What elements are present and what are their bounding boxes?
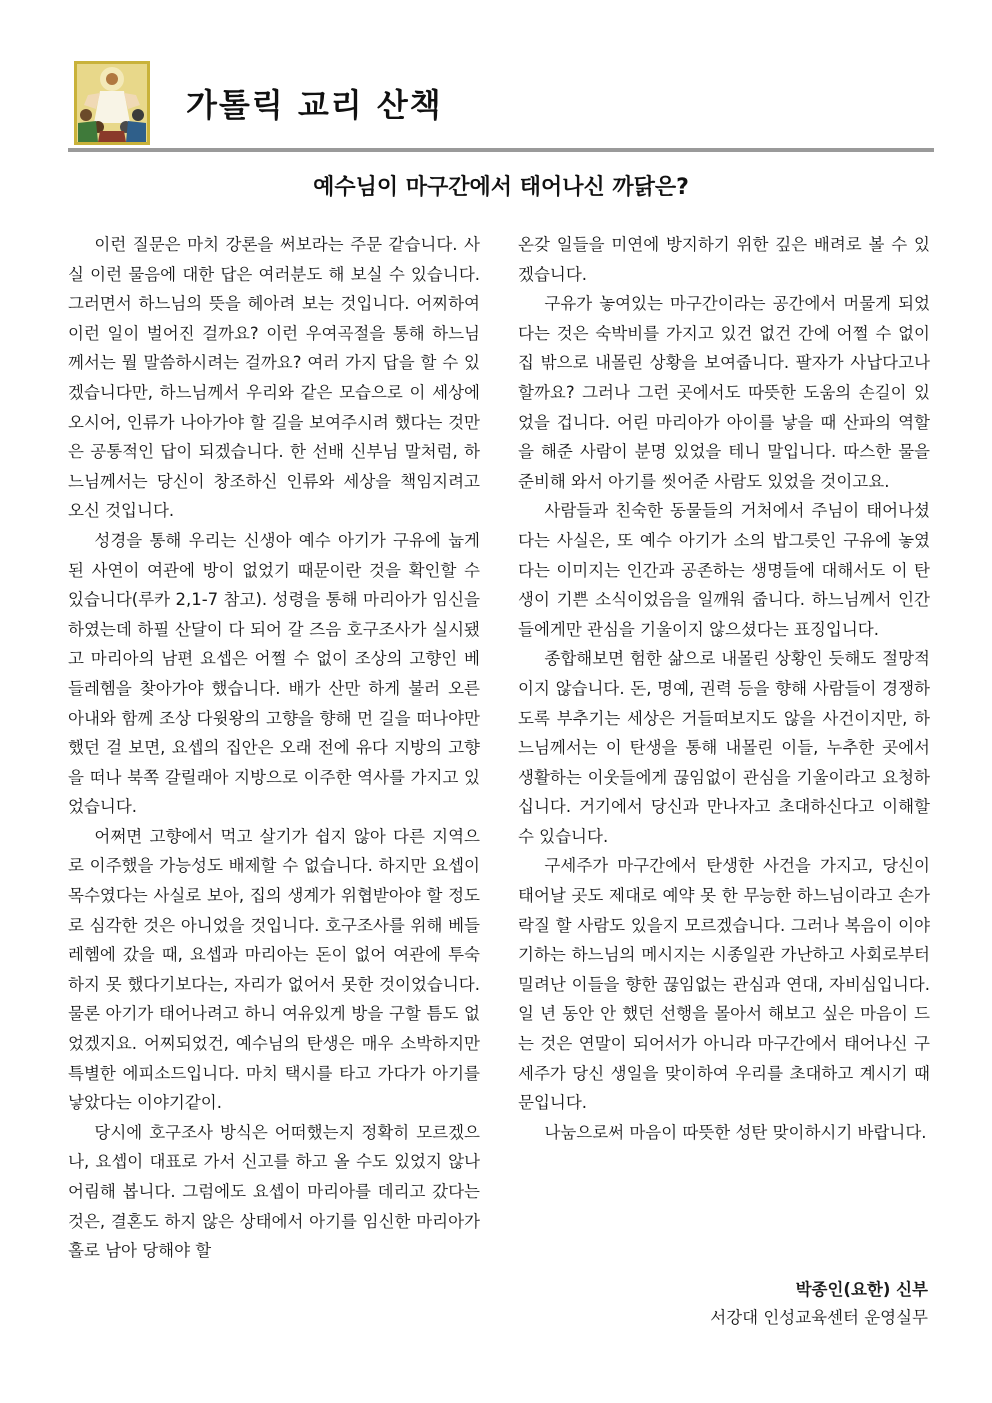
section-title: 가톨릭 교리 산책 [186,86,443,124]
jesus-with-disciples-icon [74,61,150,145]
right-column [518,230,930,1147]
paragraph: 어쩌면 고향에서 먹고 살기가 쉽지 않아 다른 지역으로 이주했을 가능성도 배제할 수 없습니다. 하지만 요셉이 목수였다는 사실로 보아, 집의 생계가 위협받아야 할 정도로 심각한 것은 아니었을 것입니다. 호구조사를 위해 베들레헴에 갔을 때, 요셉과 마리아는 돈이 없어 여관에 투숙하지 못 했다기보다는, 자리가 없어서 못한 것이었습니다. 물론 아기가 태어나려고 하니 여유있게 방을 구할 틈도 없었겠지요. 어찌되었건, 예수님의 탄생은 매우 소박하지만 특별한 에피소드입니다. 마치 택시를 타고 가다가 아기를 낳았다는 이야기같이. [68,826,480,1113]
article-title: 예수님이 마구간에서 태어나신 까닭은? [313,175,689,200]
paragraph: 종합해보면 험한 삶으로 내몰린 상황인 듯해도 절망적이지 않습니다. 돈, 명예, 권력 등을 향해 사람들이 경쟁하도록 부추기는 세상은 거들떠보지도 않을 사건이지만, 하느님께서는 이 탄생을 통해 내몰린 이들, 누추한 곳에서 생활하는 이웃들에게 끊임없이 관심을 기울이라고 요청하십니다. 거기에서 당신과 만나자고 초대하신다고 이해할 수 있습니다. [518,649,930,846]
author-signature [710,1276,928,1332]
left-column [68,230,480,1266]
paragraph: 사람들과 친숙한 동물들의 거처에서 주님이 태어나셨다는 사실은, 또 예수 아기가 소의 밥그릇인 구유에 놓였다는 이미지는 인간과 공존하는 생명들에 대해서도 이 탄생이 기쁜 소식이었음을 일깨워 줍니다. 하느님께서 인간들에게만 관심을 기울이지 않으셨다는 표징입니다. [518,501,930,639]
paragraph: 나눔으로써 마음이 따뜻한 성탄 맞이하시기 바랍니다. [544,1122,927,1142]
author-affiliation: 서강대 인성교육센터 운영실무 [710,1308,928,1327]
paragraph: 이런 질문은 마치 강론을 써보라는 주문 같습니다. 사실 이런 물음에 대한 답은 여러분도 해 보실 수 있습니다. 그러면서 하느님의 뜻을 헤아려 보는 것입니다. 어찌하여 이런 일이 벌어진 걸까요? 이런 우여곡절을 통해 하느님께서는 뭘 말씀하시려는 걸까요? 여러 가지 답을 할 수 있겠습니다만, 하느님께서 우리와 같은 모습으로 이 세상에 오시어, 인류가 나아가야 할 길을 보여주시려 했다는 것만은 공통적인 답이 되겠습니다. 한 선배 신부님 말처럼, 하느님께서는 당신이 창조하신 인류와 세상을 책임지려고 오신 것입니다. [68,235,480,521]
page-header [68,58,934,150]
paragraph: 구유가 놓여있는 마구간이라는 공간에서 머물게 되었다는 것은 숙박비를 가지고 있건 없건 간에 어쩔 수 없이 집 밖으로 내몰린 상황을 보여줍니다. 팔자가 사납다고나 할까요? 그러나 그런 곳에서도 따뜻한 도움의 손길이 있었을 겁니다. 어린 마리아가 아이를 낳을 때 산파의 역할을 해준 사람이 분명 있었을 테니 말입니다. 따스한 물을 준비해 와서 아기를 씻어준 사람도 있었을 것이고요. [518,294,930,491]
paragraph: 구세주가 마구간에서 탄생한 사건을 가지고, 당신이 태어날 곳도 제대로 예약 못 한 무능한 하느님이라고 손가락질 할 사람도 있을지 모르겠습니다. 그러나 복음이 이야기하는 하느님의 메시지는 시종일관 가난하고 사회로부터 밀려난 이들을 향한 끊임없는 관심과 연대, 자비심입니다. 일 년 동안 안 했던 선행을 몰아서 해보고 싶은 마음이 드는 것은 연말이 되어서가 아니라 마구간에서 태어나신 구세주가 당신 생일을 맞이하여 우리를 초대하고 계시기 때문입니다. [518,856,930,1113]
paragraph: 성경을 통해 우리는 신생아 예수 아기가 구유에 눕게 된 사연이 여관에 방이 없었기 때문이란 것을 확인할 수 있습니다(루카 2,1-7 참고). 성령을 통해 마리아가 임신을 하였는데 하필 산달이 다 되어 갈 즈음 호구조사가 실시됐고 마리아의 남편 요셉은 어쩔 수 없이 조상의 고향인 베들레헴을 찾아가야 했습니다. 배가 산만 하게 불러 오른 아내와 함께 조상 다윗왕의 고향을 향해 먼 길을 떠나야만 했던 걸 보면, 요셉의 집안은 오래 전에 유다 지방의 고향을 떠나 북쪽 갈릴래아 지방으로 이주한 역사를 가지고 있었습니다. [68,530,480,817]
paragraph-continued: 온갖 일들을 미연에 방지하기 위한 깊은 배려로 볼 수 있겠습니다. [518,235,930,284]
author-name: 박종인(요한) 신부 [795,1280,928,1299]
paragraph: 당시에 호구조사 방식은 어떠했는지 정확히 모르겠으나, 요셉이 대표로 가서 신고를 하고 올 수도 있었지 않나 어림해 봅니다. 그럼에도 요셉이 마리아를 데리고 갔다는 것은, 결혼도 하지 않은 상태에서 아기를 임신한 마리아가 홀로 남아 당해야 할 [68,1122,480,1261]
header-divider [68,148,934,152]
